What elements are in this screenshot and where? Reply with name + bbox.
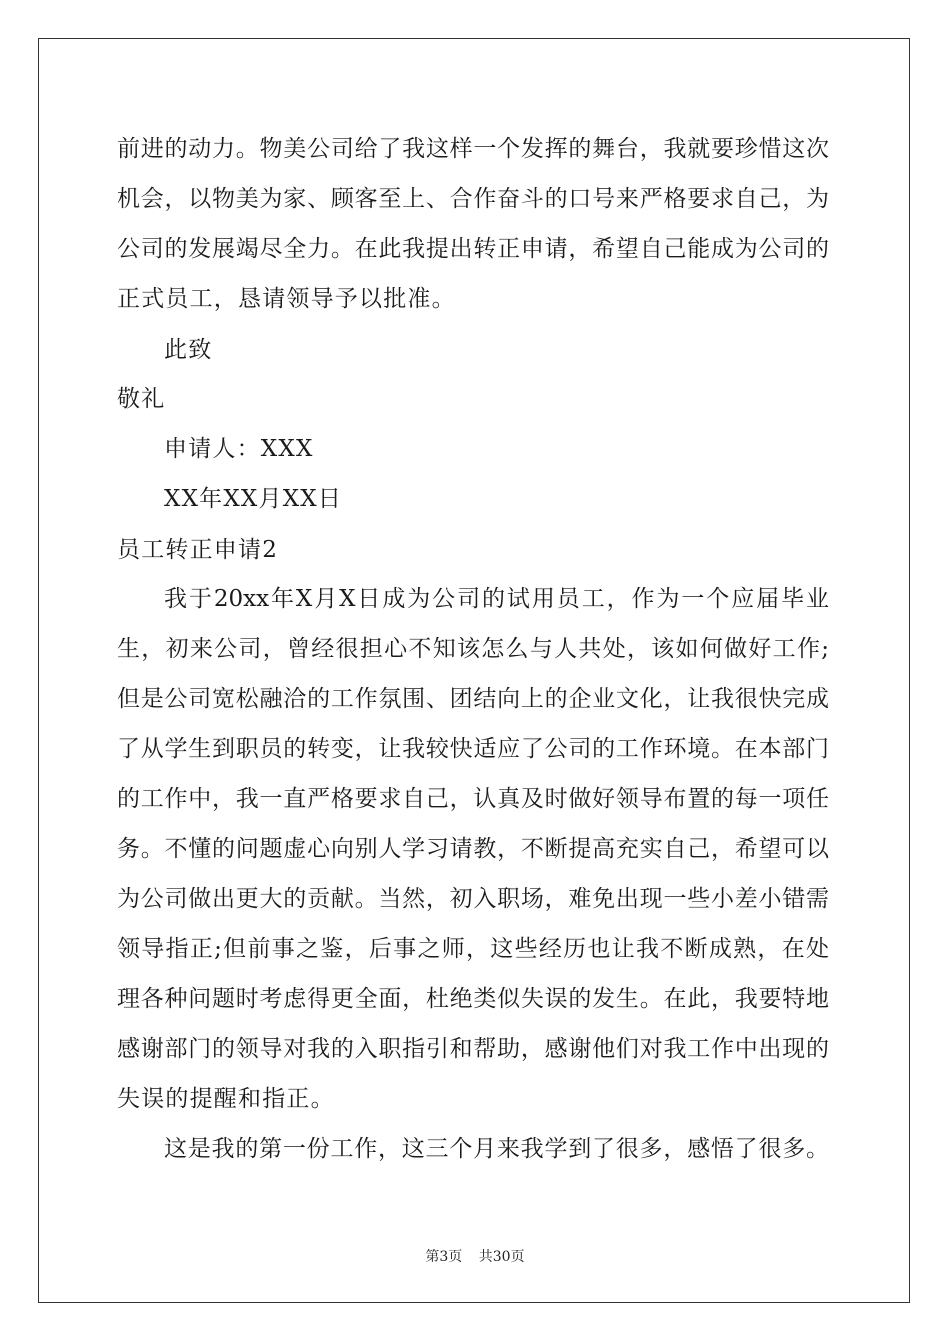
paragraph-line: 但是公司宽松融洽的工作氛围、团结向上的企业文化，让我很快完成 [117,686,829,712]
paragraph-line: 我于20xx年X月X日成为公司的试用员工，作为一个应届毕业 [164,586,829,612]
paragraph-line: 机会，以物美为家、顾客至上、合作奋斗的口号来严格要求自己，为 [117,186,829,212]
page-footer [0,1248,950,1266]
signature-date: XX年XX月XX日 [164,486,343,512]
paragraph-line: 为公司做出更大的贡献。当然，初入职场，难免出现一些小差小错需 [117,886,829,912]
paragraph-line: 前进的动力。物美公司给了我这样一个发挥的舞台，我就要珍惜这次 [117,136,829,162]
paragraph-line: 公司的发展竭尽全力。在此我提出转正申请，希望自己能成为公司的 [117,236,829,262]
paragraph-line: 正式员工，恳请领导予以批准。 [117,286,456,312]
closing-salutation: 此致 [164,337,213,363]
paragraph-line: 理各种问题时考虑得更全面，杜绝类似失误的发生。在此，我要特地 [117,986,829,1012]
paragraph-line: 这是我的第一份工作，这三个月来我学到了很多，感悟了很多。 [164,1136,829,1162]
paragraph-line: 务。不懂的问题虚心向别人学习请教，不断提高充实自己，希望可以 [117,836,829,862]
total-pages: 共30页 [478,1249,525,1265]
section-heading: 员工转正申请2 [117,537,279,563]
paragraph-line: 领导指正;但前事之鉴，后事之师，这些经历也让我不断成熟，在处 [117,936,829,962]
applicant-signature: 申请人：XXX [164,436,314,462]
closing-regards: 敬礼 [117,386,166,412]
paragraph-line: 的工作中，我一直严格要求自己，认真及时做好领导布置的每一项任 [117,786,829,812]
page-number: 第3页 [425,1249,463,1265]
paragraph-line: 失误的提醒和指正。 [117,1086,335,1112]
paragraph-line: 感谢部门的领导对我的入职指引和帮助，感谢他们对我工作中出现的 [117,1036,829,1062]
paragraph-line: 生，初来公司，曾经很担心不知该怎么与人共处，该如何做好工作; [117,636,829,662]
paragraph-line: 了从学生到职员的转变，让我较快适应了公司的工作环境。在本部门 [117,736,829,762]
